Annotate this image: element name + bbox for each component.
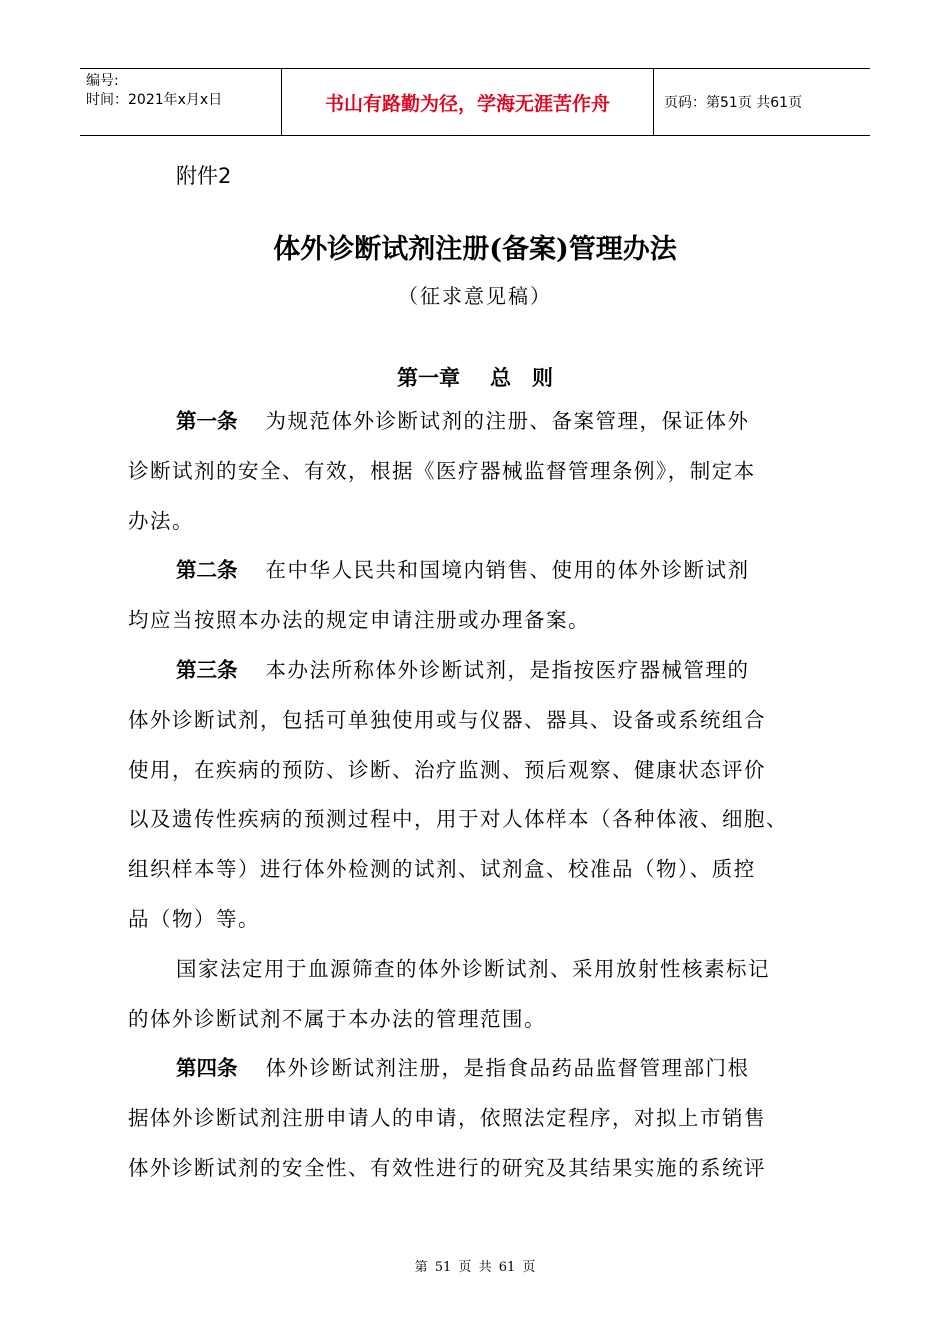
- document-subtitle: （征求意见稿）: [398, 284, 552, 308]
- header-meta: [80, 69, 281, 135]
- article-3-line-2: 体外诊断试剂，包括可单独使用或与仪器、器具、设备或系统组合: [128, 707, 766, 732]
- document-title: 体外诊断试剂注册(备案)管理办法: [273, 234, 677, 265]
- document-time-label: 时间：2021年x月x日: [86, 92, 223, 108]
- article-3-line-3: 使用，在疾病的预防、诊断、治疗监测、预后观察、健康状态评价: [128, 757, 766, 782]
- article-3-paragraph-2-line-2: 的体外诊断试剂不属于本办法的管理范围。: [128, 1006, 546, 1031]
- article-1-label: 第一条: [176, 409, 238, 433]
- article-4-line-3: 体外诊断试剂的安全性、有效性进行的研究及其结果实施的系统评: [128, 1155, 766, 1180]
- attachment-label: 附件2: [176, 164, 232, 188]
- article-3-paragraph-2-line-1: 国家法定用于血源筛查的体外诊断试剂、采用放射性核素标记: [176, 956, 770, 981]
- chapter-number: 第一章: [397, 366, 460, 390]
- article-3-line-6: 品（物）等。: [128, 906, 260, 931]
- article-1-line-1: [128, 397, 848, 447]
- article-3-line-1: [128, 646, 848, 696]
- chapter-name: 总 则: [490, 366, 553, 390]
- article-4-line-1: [128, 1044, 848, 1094]
- page-header: [80, 68, 870, 136]
- article-2-label: 第二条: [176, 558, 238, 583]
- chapter-heading: [0, 362, 950, 392]
- article-3-line-4: 以及遗传性疾病的预测过程中，用于对人体样本（各种体液、细胞、: [128, 807, 788, 832]
- document-number-label: 编号:: [86, 73, 119, 89]
- article-3-line-5: 组织样本等）进行体外检测的试剂、试剂盒、校准品（物）、质控: [128, 857, 756, 882]
- document-body: [128, 397, 848, 1194]
- article-2-text: 在中华人民共和国境内销售、使用的体外诊断试剂: [265, 558, 750, 583]
- article-1-line-3: 办法。: [128, 508, 194, 533]
- header-motto: 书山有路勤为径，学海无涯苦作舟: [281, 69, 654, 135]
- article-1-text: 为规范体外诊断试剂的注册、备案管理，保证体外: [265, 409, 750, 433]
- article-2-line-2: 均应当按照本办法的规定申请注册或办理备案。: [128, 608, 590, 633]
- article-4-line-2: 据体外诊断试剂注册申请人的申请，依照法定程序，对拟上市销售: [128, 1106, 766, 1131]
- article-3-text: 本办法所称体外诊断试剂，是指按医疗器械管理的: [265, 657, 750, 682]
- article-3-label: 第三条: [176, 657, 238, 682]
- header-page-number: 页码：第51页 共61页: [664, 95, 803, 111]
- article-4-label: 第四条: [176, 1056, 238, 1081]
- page-footer: 第 51 页 共 61 页: [414, 1260, 536, 1275]
- article-1-line-2: 诊断试剂的安全、有效，根据《医疗器械监督管理条例》，制定本: [128, 458, 756, 483]
- article-2-line-1: [128, 546, 848, 596]
- article-4-text: 体外诊断试剂注册，是指食品药品监督管理部门根: [265, 1056, 750, 1081]
